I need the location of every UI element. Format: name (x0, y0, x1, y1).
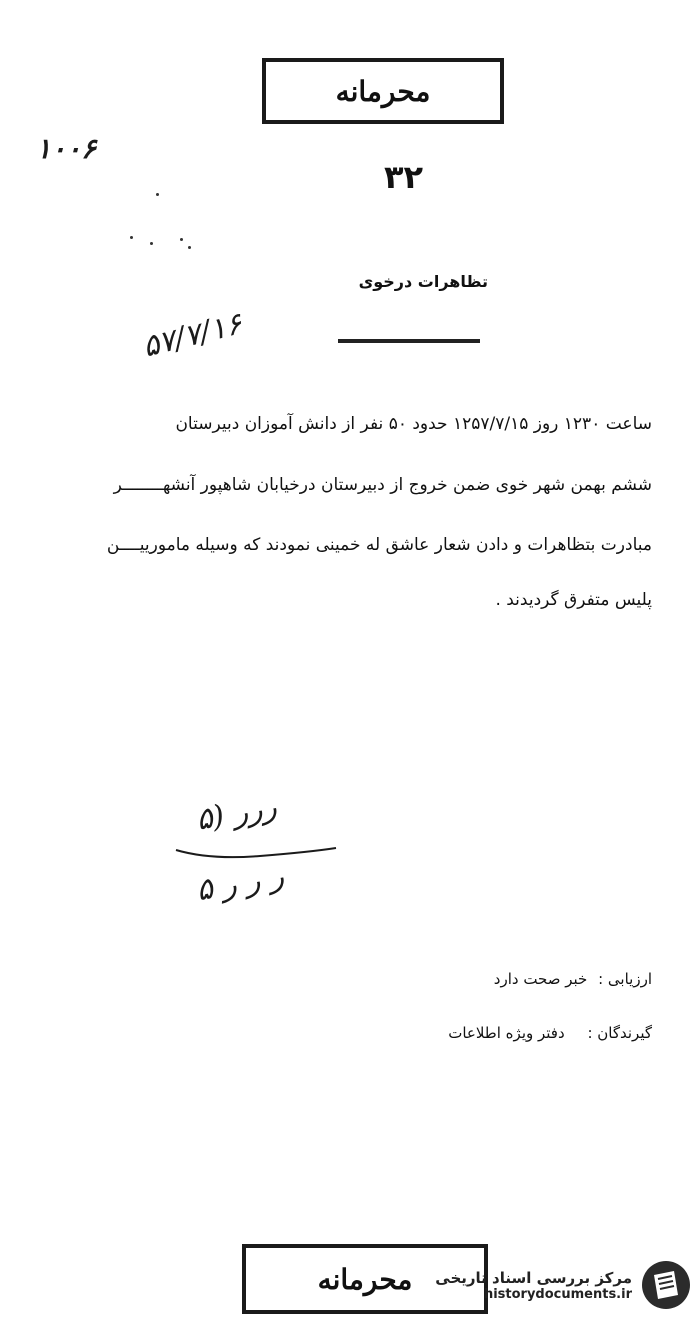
page-number (384, 158, 423, 196)
handwritten-note-1-text: ۵) ررر (193, 789, 280, 838)
classification-stamp-top (262, 58, 504, 124)
evaluation-value: خبر صحت دارد (493, 970, 588, 988)
scan-speck (188, 246, 191, 249)
recipients-row (448, 1024, 652, 1042)
handwritten-note-2-text: ۵ ر ر ر (193, 858, 287, 909)
body-line-2: ششم بهمن شهر خوی ضمن خروج از دبیرستان درخیابان شاهپور آنشهــــــــر (113, 475, 652, 495)
evaluation-row (494, 970, 652, 988)
watermark-url: historydocuments.ir (483, 1286, 632, 1302)
archive-logo-icon (640, 1259, 692, 1311)
archive-watermark (412, 1250, 692, 1320)
classification-text-bottom: محرمانه (317, 1262, 413, 1296)
body-line-1: ساعت ۱۲۳۰ روز ۱۲۵۷/۷/۱۵ حدود ۵۰ نفر از دانش آموزان دبیرستان (175, 414, 652, 434)
subject-underline (338, 339, 480, 343)
scan-speck (130, 236, 133, 239)
subject-title (288, 272, 488, 291)
classification-text-top: محرمانه (335, 74, 431, 108)
recipients-value: دفتر ویژه اطلاعات (448, 1024, 565, 1042)
body-line-3: مبادرت بتظاهرات و دادن شعار عاشق له خمینی نمودند که وسیله مامورییــــن (106, 535, 652, 555)
handwritten-date (139, 306, 245, 364)
scan-speck (150, 242, 153, 245)
scan-speck (180, 238, 183, 241)
evaluation-label: ارزیابی : (598, 970, 652, 988)
document-number-text: ۱۰۰۶ (36, 132, 97, 165)
page-number-text: ۳۲ (384, 158, 424, 196)
watermark-text (435, 1269, 632, 1302)
handwritten-note-1 (194, 789, 280, 838)
document-number (36, 132, 96, 165)
body-line-4: پلیس متفرق گردیدند . (495, 590, 652, 610)
recipients-label: گیرندگان : (587, 1024, 652, 1042)
handwritten-date-text: ۵۷/۷/۱۶ (139, 306, 246, 365)
scan-speck (156, 193, 159, 196)
watermark-title: مرکز بررسی اسناد تاریخی (435, 1268, 632, 1287)
subject-title-text: تظاهرات درخوی (358, 272, 488, 291)
